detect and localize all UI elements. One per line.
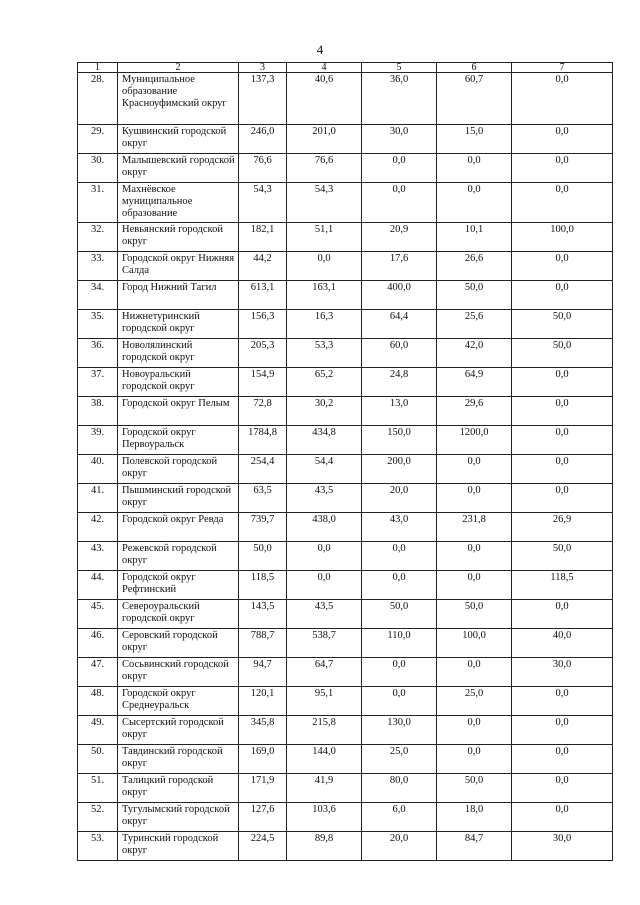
value-col6: 0,0 [437, 716, 512, 745]
value-col6: 0,0 [437, 484, 512, 513]
value-col7: 0,0 [512, 716, 613, 745]
total-value: 76,6 [239, 154, 287, 183]
value-col4: 89,8 [287, 832, 362, 861]
municipality-name: Городской округ Среднеуральск [118, 687, 239, 716]
row-number: 34. [78, 281, 118, 310]
value-col5: 20,0 [362, 832, 437, 861]
value-col7: 0,0 [512, 426, 613, 455]
value-col4: 30,2 [287, 397, 362, 426]
municipality-name: Городской округ Пелым [118, 397, 239, 426]
value-col6: 0,0 [437, 542, 512, 571]
row-number: 53. [78, 832, 118, 861]
value-col7: 0,0 [512, 600, 613, 629]
municipality-name: Североуральский городской округ [118, 600, 239, 629]
value-col4: 41,9 [287, 774, 362, 803]
value-col6: 15,0 [437, 125, 512, 154]
value-col5: 200,0 [362, 455, 437, 484]
table-row [78, 745, 613, 774]
column-header: 1 [78, 63, 118, 73]
table-body [78, 73, 613, 861]
total-value: 205,3 [239, 339, 287, 368]
value-col4: 54,4 [287, 455, 362, 484]
value-col6: 0,0 [437, 658, 512, 687]
municipality-name: Муниципальное образование Красноуфимский округ [118, 73, 239, 125]
table-row [78, 125, 613, 154]
value-col5: 150,0 [362, 426, 437, 455]
value-col7: 50,0 [512, 339, 613, 368]
value-col4: 163,1 [287, 281, 362, 310]
value-col5: 60,0 [362, 339, 437, 368]
value-col6: 0,0 [437, 745, 512, 774]
row-number: 42. [78, 513, 118, 542]
page-number: 4 [316, 42, 324, 57]
row-number: 38. [78, 397, 118, 426]
municipality-name: Новоуральский городской округ [118, 368, 239, 397]
value-col4: 0,0 [287, 542, 362, 571]
row-number: 46. [78, 629, 118, 658]
row-number: 37. [78, 368, 118, 397]
total-value: 156,3 [239, 310, 287, 339]
column-header: 7 [512, 63, 613, 73]
value-col6: 10,1 [437, 223, 512, 252]
municipality-name: Талицкий городской округ [118, 774, 239, 803]
value-col5: 0,0 [362, 154, 437, 183]
municipality-name: Сосьвинский городской округ [118, 658, 239, 687]
value-col4: 76,6 [287, 154, 362, 183]
municipality-name: Тавдинский городской округ [118, 745, 239, 774]
value-col6: 29,6 [437, 397, 512, 426]
value-col4: 51,1 [287, 223, 362, 252]
total-value: 613,1 [239, 281, 287, 310]
table-row [78, 455, 613, 484]
total-value: 72,8 [239, 397, 287, 426]
value-col6: 64,9 [437, 368, 512, 397]
row-number: 31. [78, 183, 118, 223]
total-value: 120,1 [239, 687, 287, 716]
table-row [78, 183, 613, 223]
value-col7: 0,0 [512, 745, 613, 774]
value-col6: 0,0 [437, 183, 512, 223]
value-col4: 16,3 [287, 310, 362, 339]
municipality-name: Городской округ Рефтинский [118, 571, 239, 600]
value-col5: 36,0 [362, 73, 437, 125]
value-col6: 60,7 [437, 73, 512, 125]
table-row [78, 397, 613, 426]
value-col5: 13,0 [362, 397, 437, 426]
value-col5: 0,0 [362, 542, 437, 571]
table-row [78, 368, 613, 397]
value-col7: 50,0 [512, 542, 613, 571]
value-col4: 43,5 [287, 484, 362, 513]
value-col7: 0,0 [512, 803, 613, 832]
municipality-name: Городской округ Первоуральск [118, 426, 239, 455]
total-value: 63,5 [239, 484, 287, 513]
value-col7: 118,5 [512, 571, 613, 600]
value-col5: 43,0 [362, 513, 437, 542]
table-row [78, 281, 613, 310]
value-col7: 100,0 [512, 223, 613, 252]
row-number: 28. [78, 73, 118, 125]
row-number: 40. [78, 455, 118, 484]
table-row [78, 73, 613, 125]
column-header: 2 [118, 63, 239, 73]
total-value: 118,5 [239, 571, 287, 600]
total-value: 50,0 [239, 542, 287, 571]
value-col6: 231,8 [437, 513, 512, 542]
column-header: 4 [287, 63, 362, 73]
table-row [78, 542, 613, 571]
row-number: 44. [78, 571, 118, 600]
municipality-name: Новолялинский городской округ [118, 339, 239, 368]
value-col7: 0,0 [512, 252, 613, 281]
row-number: 30. [78, 154, 118, 183]
column-header: 6 [437, 63, 512, 73]
value-col5: 0,0 [362, 183, 437, 223]
table-row [78, 774, 613, 803]
value-col7: 0,0 [512, 125, 613, 154]
value-col4: 43,5 [287, 600, 362, 629]
value-col4: 54,3 [287, 183, 362, 223]
value-col4: 144,0 [287, 745, 362, 774]
value-col4: 215,8 [287, 716, 362, 745]
municipality-name: Режевской городской округ [118, 542, 239, 571]
value-col6: 1200,0 [437, 426, 512, 455]
municipality-name: Полевской городской округ [118, 455, 239, 484]
value-col7: 0,0 [512, 774, 613, 803]
table-row [78, 223, 613, 252]
value-col4: 53,3 [287, 339, 362, 368]
value-col7: 50,0 [512, 310, 613, 339]
municipality-name: Туринский городской округ [118, 832, 239, 861]
municipality-name: Нижнетуринский городской округ [118, 310, 239, 339]
table-row [78, 154, 613, 183]
table-row [78, 513, 613, 542]
value-col5: 25,0 [362, 745, 437, 774]
value-col5: 6,0 [362, 803, 437, 832]
municipality-name: Городской округ Ревда [118, 513, 239, 542]
table-row [78, 310, 613, 339]
municipality-name: Серовский городской округ [118, 629, 239, 658]
municipality-name: Городской округ Нижняя Салда [118, 252, 239, 281]
value-col7: 40,0 [512, 629, 613, 658]
value-col5: 80,0 [362, 774, 437, 803]
total-value: 1784,8 [239, 426, 287, 455]
municipality-name: Пышминский городской округ [118, 484, 239, 513]
value-col6: 25,0 [437, 687, 512, 716]
total-value: 44,2 [239, 252, 287, 281]
value-col7: 0,0 [512, 484, 613, 513]
table-row [78, 571, 613, 600]
value-col4: 95,1 [287, 687, 362, 716]
value-col7: 26,9 [512, 513, 613, 542]
value-col5: 50,0 [362, 600, 437, 629]
table-row [78, 803, 613, 832]
value-col6: 18,0 [437, 803, 512, 832]
value-col4: 40,6 [287, 73, 362, 125]
total-value: 171,9 [239, 774, 287, 803]
total-value: 154,9 [239, 368, 287, 397]
row-number: 36. [78, 339, 118, 368]
total-value: 169,0 [239, 745, 287, 774]
value-col6: 100,0 [437, 629, 512, 658]
row-number: 49. [78, 716, 118, 745]
municipality-name: Махнёвское муниципальное образование [118, 183, 239, 223]
table-row [78, 339, 613, 368]
total-value: 127,6 [239, 803, 287, 832]
value-col6: 50,0 [437, 281, 512, 310]
row-number: 45. [78, 600, 118, 629]
value-col5: 64,4 [362, 310, 437, 339]
value-col5: 400,0 [362, 281, 437, 310]
row-number: 51. [78, 774, 118, 803]
value-col7: 0,0 [512, 183, 613, 223]
table-row [78, 426, 613, 455]
table-row [78, 832, 613, 861]
row-number: 52. [78, 803, 118, 832]
row-number: 39. [78, 426, 118, 455]
row-number: 43. [78, 542, 118, 571]
table-row [78, 600, 613, 629]
value-col4: 434,8 [287, 426, 362, 455]
municipality-name: Город Нижний Тагил [118, 281, 239, 310]
total-value: 224,5 [239, 832, 287, 861]
value-col6: 84,7 [437, 832, 512, 861]
value-col5: 0,0 [362, 687, 437, 716]
column-header: 5 [362, 63, 437, 73]
municipality-name: Невьянский городской округ [118, 223, 239, 252]
value-col6: 25,6 [437, 310, 512, 339]
value-col4: 201,0 [287, 125, 362, 154]
table-row [78, 716, 613, 745]
value-col7: 0,0 [512, 154, 613, 183]
value-col5: 110,0 [362, 629, 437, 658]
value-col6: 0,0 [437, 571, 512, 600]
row-number: 32. [78, 223, 118, 252]
row-number: 50. [78, 745, 118, 774]
table-row [78, 687, 613, 716]
value-col6: 26,6 [437, 252, 512, 281]
total-value: 788,7 [239, 629, 287, 658]
total-value: 345,8 [239, 716, 287, 745]
municipality-name: Малышевский городской округ [118, 154, 239, 183]
total-value: 137,3 [239, 73, 287, 125]
value-col5: 30,0 [362, 125, 437, 154]
total-value: 143,5 [239, 600, 287, 629]
value-col7: 0,0 [512, 687, 613, 716]
row-number: 41. [78, 484, 118, 513]
value-col5: 20,9 [362, 223, 437, 252]
value-col6: 42,0 [437, 339, 512, 368]
value-col6: 0,0 [437, 455, 512, 484]
value-col6: 50,0 [437, 774, 512, 803]
total-value: 246,0 [239, 125, 287, 154]
value-col7: 30,0 [512, 658, 613, 687]
value-col4: 65,2 [287, 368, 362, 397]
total-value: 254,4 [239, 455, 287, 484]
column-header: 3 [239, 63, 287, 73]
total-value: 94,7 [239, 658, 287, 687]
value-col5: 17,6 [362, 252, 437, 281]
value-col4: 103,6 [287, 803, 362, 832]
row-number: 29. [78, 125, 118, 154]
value-col5: 0,0 [362, 658, 437, 687]
value-col7: 0,0 [512, 281, 613, 310]
value-col4: 64,7 [287, 658, 362, 687]
value-col6: 0,0 [437, 154, 512, 183]
value-col4: 538,7 [287, 629, 362, 658]
table-row [78, 658, 613, 687]
municipality-name: Сысертский городской округ [118, 716, 239, 745]
value-col7: 0,0 [512, 455, 613, 484]
table-row [78, 629, 613, 658]
table-row [78, 484, 613, 513]
budget-allocation-table [77, 62, 613, 861]
row-number: 33. [78, 252, 118, 281]
value-col6: 50,0 [437, 600, 512, 629]
value-col4: 438,0 [287, 513, 362, 542]
value-col5: 20,0 [362, 484, 437, 513]
row-number: 47. [78, 658, 118, 687]
value-col5: 130,0 [362, 716, 437, 745]
total-value: 182,1 [239, 223, 287, 252]
value-col4: 0,0 [287, 571, 362, 600]
municipality-name: Тугулымский городской округ [118, 803, 239, 832]
value-col5: 0,0 [362, 571, 437, 600]
table-header-row [78, 63, 613, 73]
row-number: 48. [78, 687, 118, 716]
value-col7: 30,0 [512, 832, 613, 861]
value-col7: 0,0 [512, 73, 613, 125]
table-row [78, 252, 613, 281]
municipality-name: Кушвинский городской округ [118, 125, 239, 154]
value-col7: 0,0 [512, 368, 613, 397]
value-col5: 24,8 [362, 368, 437, 397]
value-col7: 0,0 [512, 397, 613, 426]
row-number: 35. [78, 310, 118, 339]
total-value: 54,3 [239, 183, 287, 223]
total-value: 739,7 [239, 513, 287, 542]
value-col4: 0,0 [287, 252, 362, 281]
